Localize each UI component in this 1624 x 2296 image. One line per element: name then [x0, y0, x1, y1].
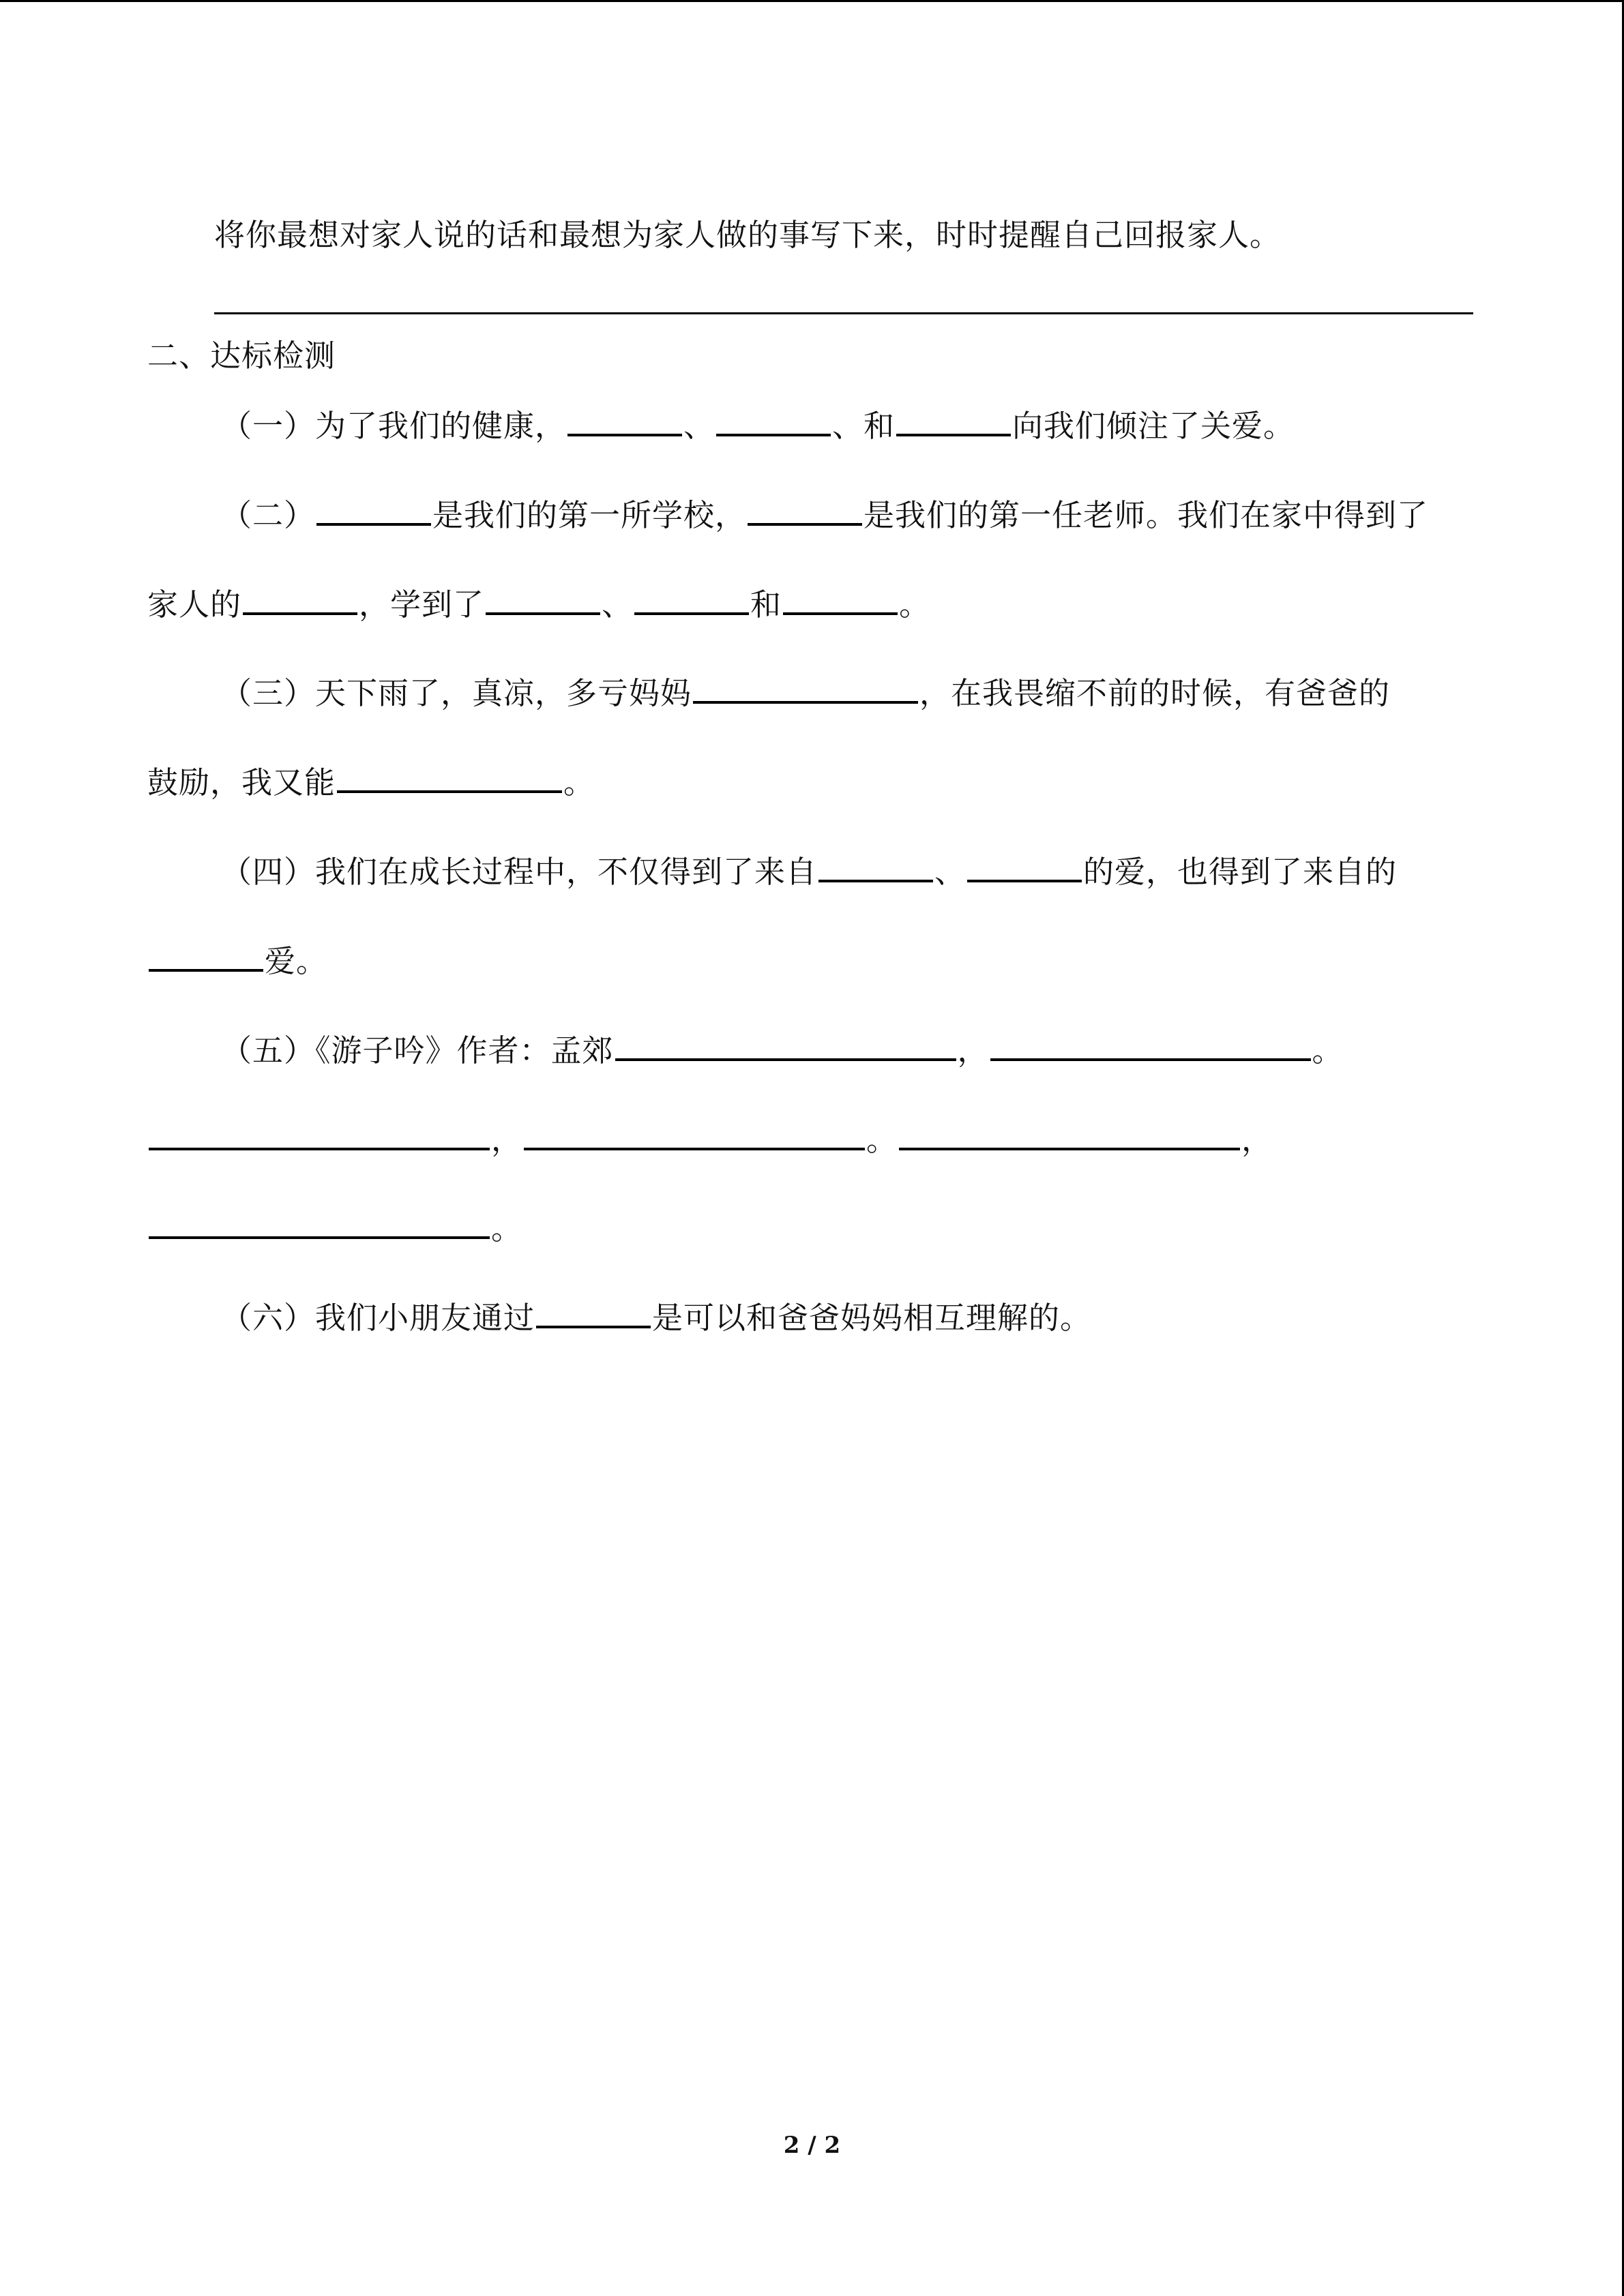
blank[interactable]	[524, 1116, 865, 1150]
question-5-line-2: ， 。 ，	[147, 1116, 1273, 1161]
section-title: 二、达标检测	[147, 338, 336, 374]
blank[interactable]	[243, 581, 357, 615]
question-2-line-2: 家人的 ，学到了 、 和 。	[147, 581, 930, 625]
blank[interactable]	[486, 581, 600, 615]
page-border-top	[0, 0, 1624, 2]
blank[interactable]	[316, 492, 431, 526]
blank[interactable]	[748, 492, 862, 526]
blank[interactable]	[896, 402, 1011, 436]
blank[interactable]	[567, 402, 682, 436]
question-6: （六）我们小朋友通过 是可以和爸爸妈妈相互理解的。	[221, 1294, 1091, 1339]
blank[interactable]	[536, 1294, 651, 1328]
question-5-line-3: 。	[147, 1205, 522, 1249]
blank[interactable]	[990, 1027, 1311, 1061]
question-3-line-1: （三）天下雨了，真凉，多亏妈妈 ，在我畏缩不前的时候，有爸爸的	[221, 670, 1390, 714]
blank[interactable]	[615, 1027, 956, 1061]
page-number: 2 / 2	[783, 2132, 841, 2159]
question-5-line-1: （五）《游子吟》作者：孟郊 ， 。	[221, 1027, 1344, 1071]
question-1: （一）为了我们的健康， 、 、和 向我们倾注了关爱。	[221, 402, 1295, 447]
blank[interactable]	[337, 759, 562, 793]
intro-text: 将你最想对家人说的话和最想为家人做的事写下来，时时提醒自己回报家人。	[214, 217, 1282, 253]
blank[interactable]	[899, 1116, 1240, 1150]
question-4-line-2: 爱。	[147, 938, 327, 982]
blank[interactable]	[149, 1205, 490, 1239]
question-4-line-1: （四）我们在成长过程中，不仅得到了来自 、 的爱，也得到了来自的	[221, 848, 1397, 893]
blank[interactable]	[783, 581, 898, 615]
blank[interactable]	[149, 938, 263, 972]
question-3-line-2: 鼓励，我又能 。	[147, 759, 595, 803]
blank[interactable]	[716, 402, 831, 436]
question-2-line-1: （二） 是我们的第一所学校， 是我们的第一任老师。我们在家中得到了	[221, 492, 1428, 536]
blank[interactable]	[693, 670, 918, 704]
blank[interactable]	[149, 1116, 490, 1150]
blank[interactable]	[818, 848, 933, 882]
answer-line	[214, 312, 1473, 314]
blank[interactable]	[634, 581, 749, 615]
blank[interactable]	[967, 848, 1082, 882]
